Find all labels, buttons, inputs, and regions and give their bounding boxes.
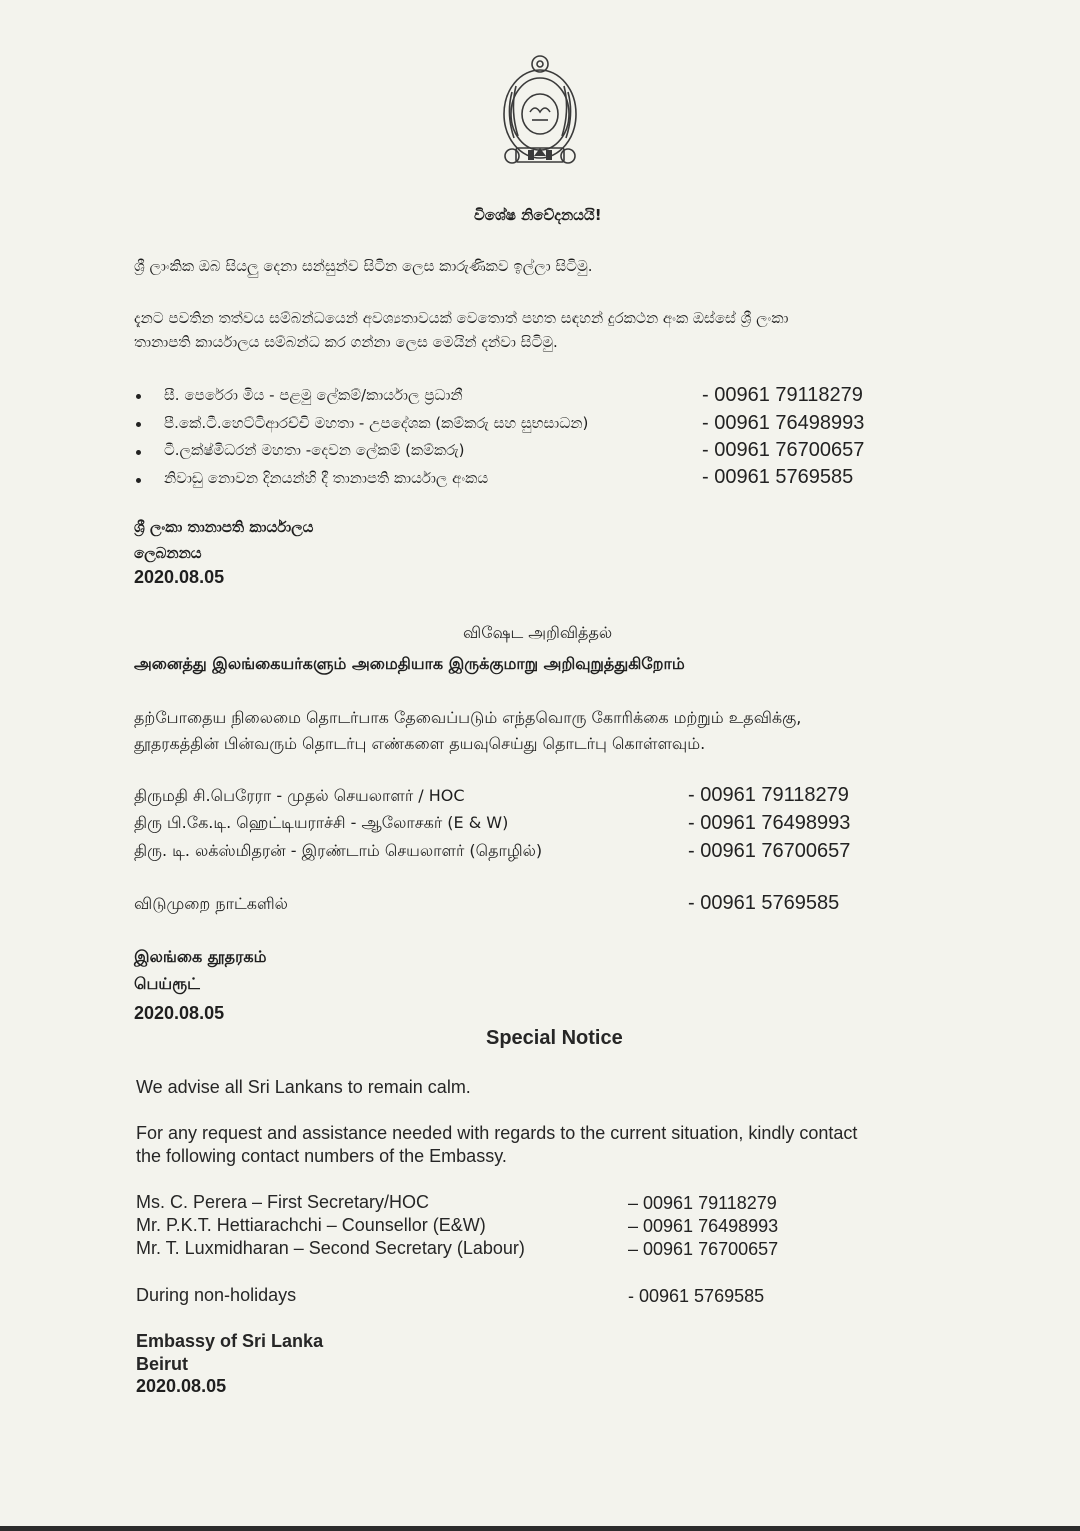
tamil-subtitle: அனைத்து இலங்கையர்களும் அமைதியாக இருக்குமாறு அறிவுறுத்துகிறோம் (134, 654, 685, 673)
sinhala-contact-name: නිවාඩු නොවන දිනයන්හි දී තානාපති කාර්යාල අංකය (164, 469, 489, 487)
english-holiday-phone: - 00961 5769585 (628, 1286, 765, 1306)
tamil-date: 2020.08.05 (134, 1003, 225, 1023)
sinhala-paragraph-line2: තානාපති කාර්යාලය සම්බන්ධ කර ගන්නා ලෙස මෙයින් දන්වා සිටිමු. (134, 333, 558, 351)
english-contact-phone: – 00961 76700657 (628, 1239, 779, 1259)
bullet (136, 478, 141, 483)
english-paragraph-line2: the following contact numbers of the Embassy. (136, 1146, 507, 1166)
tamil-paragraph-line2: தூதரகத்தின் பின்வரும் தொடர்பு எண்களை தயவுசெய்து தொடர்பு கொள்ளவும். (134, 734, 706, 753)
english-signature-office: Embassy of Sri Lanka (136, 1331, 324, 1351)
sinhala-intro: ශ්‍රී ලාංකික ඔබ සියලු දෙනා සන්සුන්ව සිටින ලෙස කාරුණිකව ඉල්ලා සිටිමු. (134, 257, 593, 275)
tamil-paragraph-line1: தற்போதைய நிலைமை தொடர்பாக தேவைப்படும் எந்தவொரு கோரிக்கை மற்றும் உதவிக்கு, (134, 708, 802, 727)
english-contact-name: Ms. C. Perera – First Secretary/HOC (136, 1192, 430, 1212)
tamil-holiday-label: விடுமுறை நாட்களில் (134, 894, 288, 913)
english-date: 2020.08.05 (136, 1376, 227, 1396)
bullet (136, 394, 141, 399)
tamil-contact-phone: - 00961 79118279 (688, 784, 849, 806)
english-intro: We advise all Sri Lankans to remain calm. (136, 1077, 471, 1097)
english-title: Special Notice (486, 1027, 623, 1049)
sinhala-contact-name: ටී.ලක්ෂ්මිධරන් මහතා -දෙවන ලේකම් (කම්කරු) (164, 441, 465, 459)
tamil-signature-office: இலங்கை தூதரகம் (134, 947, 267, 966)
sinhala-title: විශේෂ නිවේදනයයි! (474, 206, 602, 224)
tamil-title: விஷேட அறிவித்தல் (463, 623, 613, 642)
english-signature-location: Beirut (136, 1354, 189, 1374)
sinhala-contact-phone: - 00961 76498993 (702, 412, 865, 434)
english-contact-phone: – 00961 79118279 (628, 1193, 777, 1213)
english-contact-name: Mr. T. Luxmidharan – Second Secretary (Labour) (136, 1238, 525, 1258)
page-bottom-edge (0, 1526, 1080, 1531)
tamil-contact-phone: - 00961 76498993 (688, 812, 851, 834)
english-holiday-label: During non-holidays (136, 1285, 297, 1305)
sinhala-signature-office: ශ්‍රී ලංකා තානාපති කාර්යාලය (134, 518, 314, 536)
tamil-contact-name: திரு. டி. லக்ஸ்மிதரன் - இரண்டாம் செயலாளர் (தொழில்) (134, 841, 543, 860)
tamil-contact-phone: - 00961 76700657 (688, 840, 851, 862)
sinhala-contact-name: සී. පෙරේරා මිය - පළමු ලේකම්/කාර්යාල ප්‍රධානී (164, 386, 463, 404)
sinhala-contact-phone: - 00961 79118279 (702, 384, 863, 406)
tamil-contact-name: திரு பி.கே.டி. ஹெட்டியராச்சி - ஆலோசகர் (E & W) (134, 813, 509, 832)
english-contact-phone: – 00961 76498993 (628, 1216, 779, 1236)
sinhala-paragraph-line1: දැනට පවතින තත්වය සම්බන්ධයෙන් අවශ්‍යතාවයක් වෙතොත් පහත සඳහන් දුරකථන අංක ඔස්සේ ශ්‍රී ලංකා (134, 309, 789, 327)
sri-lanka-coat-of-arms-icon (498, 52, 582, 174)
tamil-signature-location: பெய்ரூட் (134, 974, 200, 993)
sinhala-contact-phone: - 00961 5769585 (702, 466, 854, 488)
tamil-contact-name: திருமதி சி.பெரேரா - முதல் செயலாளர் / HOC (134, 786, 465, 805)
sinhala-contact-name: පී.කේ.ටී.හෙට්ටිආරච්චි මහතා - උපදේශක (කම්කරු සහ සුභසාධන) (164, 414, 589, 432)
bullet (136, 450, 141, 455)
english-paragraph-line1: For any request and assistance needed with regards to the current situation, kindly contact (136, 1123, 858, 1143)
sinhala-signature-location: ලෙබනනය (134, 544, 202, 562)
sinhala-date: 2020.08.05 (134, 567, 225, 587)
bullet (136, 422, 141, 427)
sinhala-contact-phone: - 00961 76700657 (702, 439, 865, 461)
english-contact-name: Mr. P.K.T. Hettiarachchi – Counsellor (E&W) (136, 1215, 486, 1235)
tamil-holiday-phone: - 00961 5769585 (688, 892, 840, 914)
